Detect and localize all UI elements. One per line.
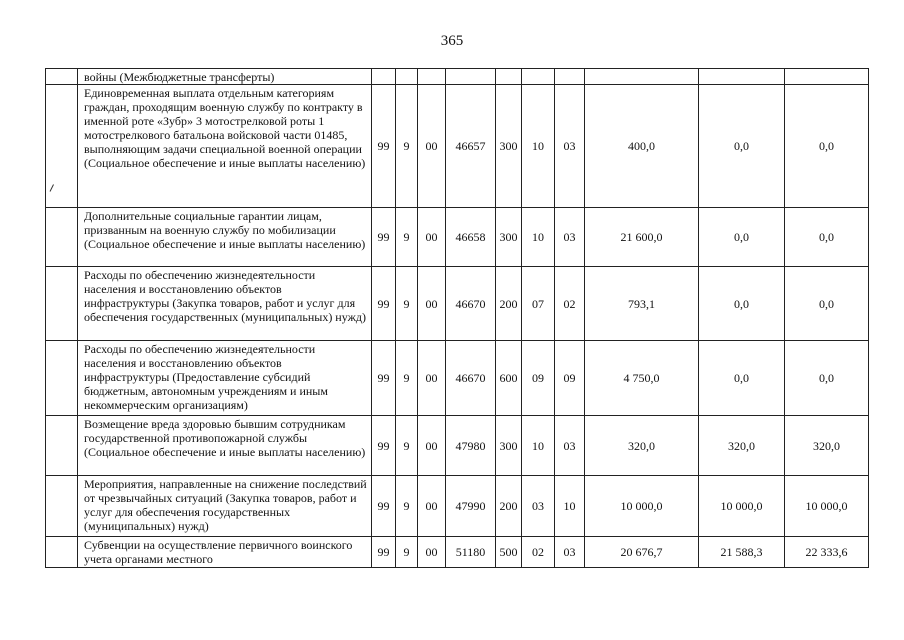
pp-code: 9 — [396, 208, 418, 267]
amount-year-3: 320,0 — [785, 416, 869, 476]
pp-code — [396, 69, 418, 85]
subsection-code: 09 — [555, 341, 585, 416]
table-row — [46, 476, 869, 537]
amount-year-3: 0,0 — [785, 341, 869, 416]
pp-code: 9 — [396, 416, 418, 476]
amount-year-3: 0,0 — [785, 208, 869, 267]
direction-code: 47990 — [446, 476, 496, 537]
section-code: 10 — [522, 208, 555, 267]
amount-year-2: 320,0 — [699, 416, 785, 476]
direction-code: 47980 — [446, 416, 496, 476]
pp-code: 9 — [396, 537, 418, 568]
expense-type-code: 200 — [496, 267, 522, 341]
amount-year-2: 0,0 — [699, 267, 785, 341]
section-code — [522, 69, 555, 85]
direction-code: 46670 — [446, 267, 496, 341]
section-code: 10 — [522, 85, 555, 208]
amount-year-1: 20 676,7 — [585, 537, 699, 568]
margin-cell — [46, 208, 78, 267]
amount-year-1: 10 000,0 — [585, 476, 699, 537]
section-code: 03 — [522, 476, 555, 537]
om-code: 00 — [418, 537, 446, 568]
section-code: 09 — [522, 341, 555, 416]
margin-cell — [46, 69, 78, 85]
gp-code: 99 — [372, 416, 396, 476]
amount-year-2: 0,0 — [699, 85, 785, 208]
row-name: Возмещение вреда здоровью бывшим сотрудникам государственной противопожарной службы (Социальное обеспечение и иные выплаты населению) — [78, 416, 372, 476]
amount-year-3: 22 333,6 — [785, 537, 869, 568]
gp-code: 99 — [372, 341, 396, 416]
expense-type-code: 500 — [496, 537, 522, 568]
page-number: 365 — [440, 33, 464, 49]
amount-year-2 — [699, 69, 785, 85]
subsection-code: 03 — [555, 537, 585, 568]
amount-year-3: 0,0 — [785, 85, 869, 208]
row-name: Дополнительные социальные гарантии лицам, призванным на военную службу по мобилизации (Социальное обеспечение и иные выплаты населению) — [78, 208, 372, 267]
direction-code: 46670 — [446, 341, 496, 416]
table-row — [46, 208, 869, 267]
gp-code: 99 — [372, 476, 396, 537]
margin-cell — [46, 85, 78, 208]
amount-year-2: 0,0 — [699, 208, 785, 267]
row-name: Мероприятия, направленные на снижение последствий от чрезвычайных ситуаций (Закупка товаров, работ и услуг для обеспечения государственных (муниципальных) нужд) — [78, 476, 372, 537]
gp-code: 99 — [372, 537, 396, 568]
amount-year-1: 21 600,0 — [585, 208, 699, 267]
pp-code: 9 — [396, 267, 418, 341]
table-row — [46, 416, 869, 476]
amount-year-2: 0,0 — [699, 341, 785, 416]
amount-year-2: 10 000,0 — [699, 476, 785, 537]
table-row — [46, 341, 869, 416]
row-name: Расходы по обеспечению жизнедеятельности населения и восстановлению объектов инфраструктуры (Закупка товаров, работ и услуг для обеспечения государственных (муниципальных) нужд) — [78, 267, 372, 341]
om-code: 00 — [418, 85, 446, 208]
row-name: Единовременная выплата отдельным категориям граждан, проходящим военную службу по контракту в именной роте «Зубр» 3 мотострелковой роты 1 мотострелкового батальона войсковой части 01485, выполняющим задачи специальной военной операции (Социальное обеспечение и иные выплаты населению) — [78, 85, 372, 208]
expense-type-code: 600 — [496, 341, 522, 416]
row-name: войны (Межбюджетные трансферты) — [78, 69, 372, 85]
pp-code: 9 — [396, 476, 418, 537]
subsection-code: 02 — [555, 267, 585, 341]
section-code: 02 — [522, 537, 555, 568]
pp-code: 9 — [396, 85, 418, 208]
row-name: Расходы по обеспечению жизнедеятельности населения и восстановлению объектов инфраструктуры (Предоставление субсидий бюджетным, автономным учреждениям и иным некоммерческим организациям) — [78, 341, 372, 416]
subsection-code: 03 — [555, 208, 585, 267]
expense-type-code: 300 — [496, 208, 522, 267]
table-row — [46, 537, 869, 568]
margin-cell — [46, 416, 78, 476]
subsection-code: 10 — [555, 476, 585, 537]
margin-cell — [46, 476, 78, 537]
margin-cell — [46, 267, 78, 341]
om-code: 00 — [418, 416, 446, 476]
margin-cell — [46, 341, 78, 416]
amount-year-1: 320,0 — [585, 416, 699, 476]
expense-type-code — [496, 69, 522, 85]
margin-cell — [46, 537, 78, 568]
pp-code: 9 — [396, 341, 418, 416]
om-code: 00 — [418, 208, 446, 267]
direction-code — [446, 69, 496, 85]
om-code — [418, 69, 446, 85]
table-row — [46, 267, 869, 341]
gp-code: 99 — [372, 208, 396, 267]
table-row — [46, 85, 869, 208]
amount-year-1: 400,0 — [585, 85, 699, 208]
section-code: 07 — [522, 267, 555, 341]
amount-year-1: 793,1 — [585, 267, 699, 341]
om-code: 00 — [418, 267, 446, 341]
subsection-code — [555, 69, 585, 85]
subsection-code: 03 — [555, 85, 585, 208]
direction-code: 46658 — [446, 208, 496, 267]
row-name: Субвенции на осуществление первичного воинского учета органами местного — [78, 537, 372, 568]
amount-year-3 — [785, 69, 869, 85]
gp-code: 99 — [372, 85, 396, 208]
expense-type-code: 300 — [496, 85, 522, 208]
table-body — [46, 69, 869, 568]
subsection-code: 03 — [555, 416, 585, 476]
amount-year-1: 4 750,0 — [585, 341, 699, 416]
om-code: 00 — [418, 341, 446, 416]
budget-table — [45, 68, 869, 568]
section-code: 10 — [522, 416, 555, 476]
amount-year-3: 10 000,0 — [785, 476, 869, 537]
amount-year-3: 0,0 — [785, 267, 869, 341]
gp-code: 99 — [372, 267, 396, 341]
gp-code — [372, 69, 396, 85]
direction-code: 51180 — [446, 537, 496, 568]
amount-year-1 — [585, 69, 699, 85]
direction-code: 46657 — [446, 85, 496, 208]
expense-type-code: 200 — [496, 476, 522, 537]
om-code: 00 — [418, 476, 446, 537]
amount-year-2: 21 588,3 — [699, 537, 785, 568]
table-row — [46, 69, 869, 85]
expense-type-code: 300 — [496, 416, 522, 476]
